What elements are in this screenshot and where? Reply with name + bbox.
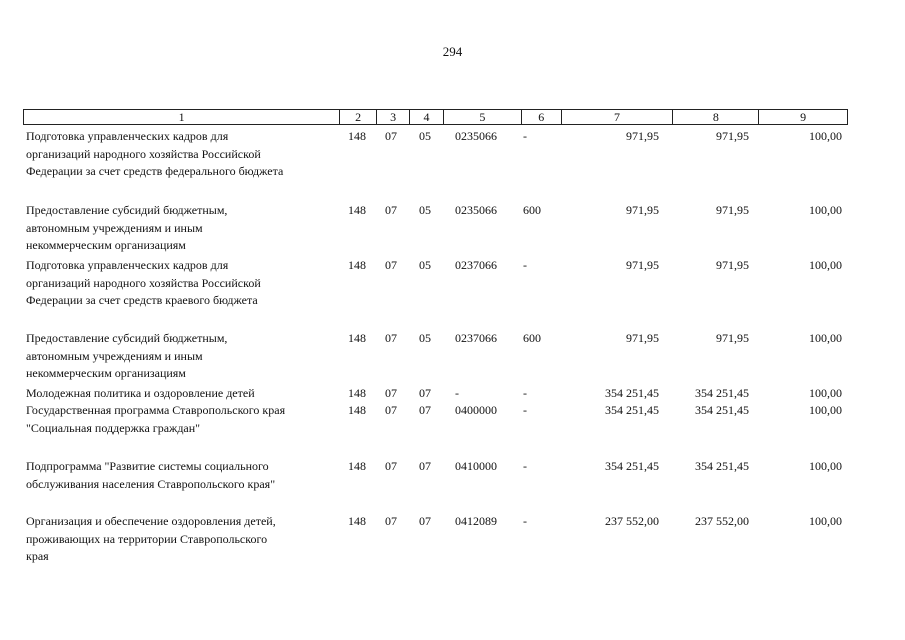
- cell-col-8: 237 552,00: [695, 514, 749, 528]
- cell-col-8: 354 251,45: [695, 386, 749, 400]
- header-col-2: 2: [339, 110, 376, 124]
- row-name: Подготовка управленческих кадров для организаций народного хозяйства Российской Федерации за счет средств краевого бюджета: [26, 258, 261, 307]
- cell-col-9: 100,00: [809, 129, 842, 143]
- cell-col-9: 100,00: [809, 203, 842, 217]
- cell-col-3: 07: [385, 514, 397, 528]
- row-name: Подпрограмма "Развитие системы социального обслуживания населения Ставропольского края": [26, 459, 276, 491]
- cell-col-4: 07: [419, 459, 431, 473]
- row-name: Предоставление субсидий бюджетным, автономным учреждениям и иным некоммерческим организациям: [26, 203, 228, 252]
- cell-col-5: 0235066: [455, 129, 497, 143]
- cell-col-4: 05: [419, 258, 431, 272]
- cell-col-7: 971,95: [626, 331, 659, 345]
- cell-col-6: -: [523, 459, 527, 473]
- cell-col-5: 0412089: [455, 514, 497, 528]
- cell-col-9: 100,00: [809, 258, 842, 272]
- cell-col-5: 0237066: [455, 331, 497, 345]
- cell-col-3: 07: [385, 386, 397, 400]
- cell-col-7: 237 552,00: [605, 514, 659, 528]
- cell-col-9: 100,00: [809, 514, 842, 528]
- cell-col-2: 148: [348, 258, 366, 272]
- header-col-4: 4: [409, 110, 443, 124]
- cell-col-3: 07: [385, 258, 397, 272]
- cell-col-6: 600: [523, 331, 541, 345]
- cell-col-7: 354 251,45: [605, 459, 659, 473]
- cell-col-3: 07: [385, 403, 397, 417]
- cell-col-2: 148: [348, 514, 366, 528]
- header-col-3: 3: [376, 110, 409, 124]
- cell-col-4: 05: [419, 129, 431, 143]
- cell-col-6: -: [523, 514, 527, 528]
- cell-col-3: 07: [385, 331, 397, 345]
- cell-col-3: 07: [385, 129, 397, 143]
- row-name: Молодежная политика и оздоровление детей: [26, 386, 255, 400]
- cell-col-9: 100,00: [809, 331, 842, 345]
- cell-col-2: 148: [348, 459, 366, 473]
- cell-col-7: 971,95: [626, 203, 659, 217]
- header-col-9: 9: [758, 110, 847, 124]
- cell-col-9: 100,00: [809, 459, 842, 473]
- cell-col-5: 0410000: [455, 459, 497, 473]
- row-name: Государственная программа Ставропольского края "Социальная поддержка граждан": [26, 403, 286, 435]
- cell-col-5: -: [455, 386, 459, 400]
- cell-col-4: 05: [419, 331, 431, 345]
- cell-col-6: -: [523, 386, 527, 400]
- cell-col-7: 971,95: [626, 258, 659, 272]
- header-col-7: 7: [561, 110, 673, 124]
- row-name: Предоставление субсидий бюджетным, автономным учреждениям и иным некоммерческим организациям: [26, 331, 228, 380]
- cell-col-6: -: [523, 129, 527, 143]
- cell-col-7: 971,95: [626, 129, 659, 143]
- cell-col-8: 971,95: [716, 258, 749, 272]
- header-col-5: 5: [443, 110, 521, 124]
- row-name: Организация и обеспечение оздоровления детей, проживающих на территории Ставропольского края: [26, 514, 276, 563]
- header-col-6: 6: [521, 110, 561, 124]
- cell-col-9: 100,00: [809, 386, 842, 400]
- cell-col-2: 148: [348, 203, 366, 217]
- cell-col-2: 148: [348, 331, 366, 345]
- cell-col-8: 971,95: [716, 331, 749, 345]
- cell-col-8: 971,95: [716, 129, 749, 143]
- cell-col-4: 07: [419, 514, 431, 528]
- cell-col-5: 0400000: [455, 403, 497, 417]
- cell-col-7: 354 251,45: [605, 403, 659, 417]
- cell-col-9: 100,00: [809, 403, 842, 417]
- cell-col-4: 07: [419, 386, 431, 400]
- row-name: Подготовка управленческих кадров для организаций народного хозяйства Российской Федерации за счет средств федерального бюджета: [26, 129, 284, 178]
- cell-col-6: -: [523, 403, 527, 417]
- cell-col-3: 07: [385, 203, 397, 217]
- cell-col-8: 971,95: [716, 203, 749, 217]
- cell-col-4: 07: [419, 403, 431, 417]
- cell-col-2: 148: [348, 386, 366, 400]
- cell-col-2: 148: [348, 403, 366, 417]
- cell-col-4: 05: [419, 203, 431, 217]
- cell-col-5: 0237066: [455, 258, 497, 272]
- page-number: 294: [442, 44, 463, 59]
- cell-col-8: 354 251,45: [695, 459, 749, 473]
- cell-col-5: 0235066: [455, 203, 497, 217]
- cell-col-2: 148: [348, 129, 366, 143]
- header-col-1: 1: [178, 110, 185, 124]
- header-col-8: 8: [672, 110, 758, 124]
- cell-col-6: 600: [523, 203, 541, 217]
- cell-col-6: -: [523, 258, 527, 272]
- cell-col-3: 07: [385, 459, 397, 473]
- cell-col-8: 354 251,45: [695, 403, 749, 417]
- cell-col-7: 354 251,45: [605, 386, 659, 400]
